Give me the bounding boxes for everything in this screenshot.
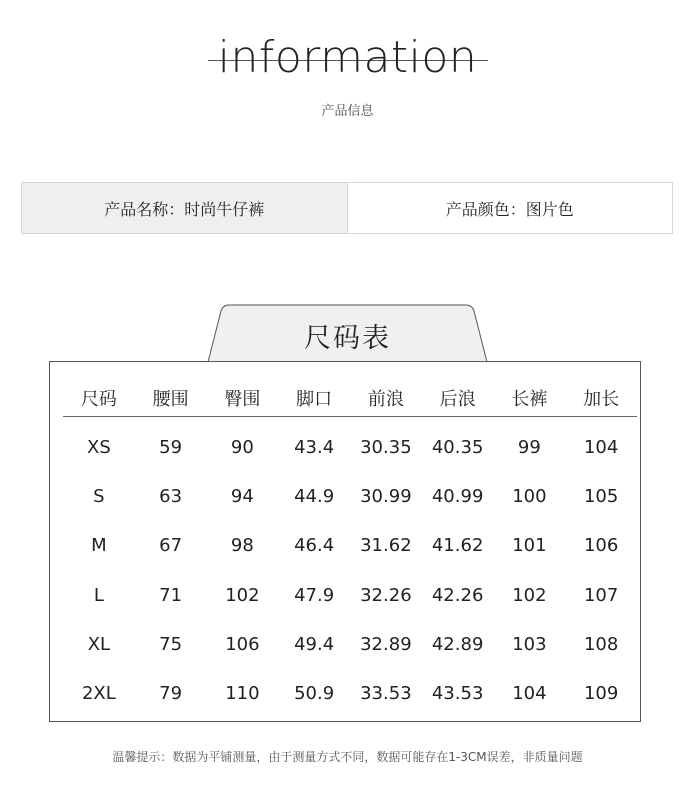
table-row — [63, 530, 637, 562]
header-cell: 长裤 — [511, 389, 548, 410]
table-cell: 2XL — [81, 683, 116, 704]
header-cell: 臀围 — [224, 389, 261, 410]
table-cell: 103 — [512, 634, 547, 655]
table-cell: 32.26 — [360, 585, 412, 606]
table-cell: 49.4 — [294, 634, 335, 655]
product-name-cell: 产品名称：时尚牛仔裤 — [22, 183, 348, 233]
header-cell: 前浪 — [367, 389, 404, 410]
table-cell: 108 — [583, 634, 619, 655]
table-cell: 104 — [583, 437, 619, 458]
product-info-table — [21, 182, 673, 234]
table-cell: 90 — [230, 437, 254, 458]
table-cell: 44.9 — [294, 486, 335, 507]
table-cell: 63 — [159, 486, 183, 507]
table-cell: 32.89 — [360, 634, 412, 655]
table-cell: 40.99 — [431, 486, 484, 507]
table-cell: XS — [86, 437, 111, 458]
table-cell: 98 — [230, 535, 254, 556]
table-cell: 107 — [583, 585, 619, 606]
header-cell: 后浪 — [439, 389, 476, 410]
table-row — [63, 629, 637, 661]
table-cell: 105 — [583, 486, 619, 507]
table-cell: M — [91, 535, 107, 556]
table-cell: 30.99 — [360, 486, 412, 507]
table-cell: 43.53 — [431, 683, 484, 704]
table-cell: 43.4 — [294, 437, 335, 458]
product-color-cell: 产品颜色：图片色 — [445, 199, 574, 219]
table-cell: 102 — [225, 585, 260, 606]
table-cell: 100 — [512, 486, 547, 507]
table-cell: 30.35 — [360, 437, 412, 458]
header-cell: 加长 — [583, 389, 620, 410]
page-title: information — [217, 32, 478, 83]
header-cell: 腰围 — [152, 389, 189, 410]
page-header — [0, 28, 695, 88]
table-cell: 106 — [225, 634, 260, 655]
size-chart-header-row — [63, 384, 637, 417]
table-cell: 99 — [517, 437, 541, 458]
table-cell: S — [93, 486, 105, 507]
table-cell: 59 — [159, 437, 183, 458]
table-cell: 94 — [230, 486, 254, 507]
table-cell: 109 — [583, 683, 619, 704]
page-subtitle: 产品信息 — [321, 104, 374, 119]
table-cell: L — [93, 585, 104, 606]
header-cell: 尺码 — [80, 389, 117, 410]
size-chart-table — [49, 361, 641, 722]
table-cell: 31.62 — [360, 535, 412, 556]
table-row — [63, 580, 637, 612]
table-cell: XL — [87, 634, 111, 655]
size-chart-title: 尺码表 — [304, 323, 391, 354]
table-row — [63, 432, 637, 464]
table-cell: 75 — [159, 634, 183, 655]
table-row — [63, 678, 637, 710]
table-cell: 67 — [159, 535, 183, 556]
table-row — [63, 481, 637, 513]
table-cell: 104 — [512, 683, 547, 704]
table-cell: 101 — [512, 535, 547, 556]
table-cell: 50.9 — [294, 683, 335, 704]
table-cell: 40.35 — [431, 437, 484, 458]
table-cell: 102 — [512, 585, 547, 606]
table-cell: 110 — [225, 683, 260, 704]
table-cell: 47.9 — [294, 585, 335, 606]
header-cell: 脚口 — [296, 389, 333, 410]
table-cell: 41.62 — [431, 535, 484, 556]
table-cell: 46.4 — [294, 535, 335, 556]
table-cell: 79 — [159, 683, 183, 704]
table-cell: 71 — [159, 585, 183, 606]
table-cell: 33.53 — [360, 683, 412, 704]
table-cell: 42.26 — [431, 585, 484, 606]
table-cell: 106 — [583, 535, 619, 556]
table-cell: 42.89 — [431, 634, 484, 655]
footer-note: 温馨提示：数据为平铺测量，由于测量方式不同，数据可能存在1-3CM误差，非质量问题 — [112, 750, 583, 764]
